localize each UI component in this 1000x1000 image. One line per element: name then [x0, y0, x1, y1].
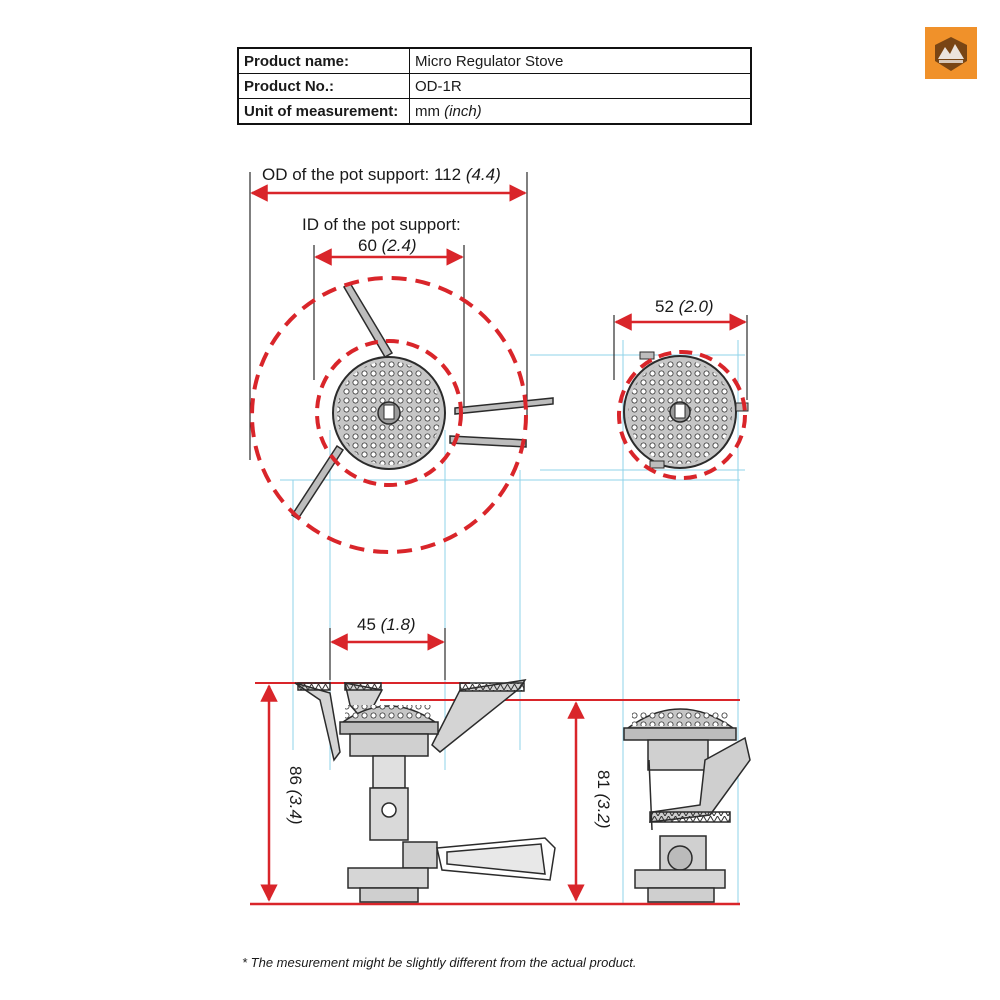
spec-value-text: Micro Regulator Stove: [415, 52, 564, 70]
front-elevation: [295, 680, 555, 902]
height-front-label: 86 (3.4): [286, 766, 305, 825]
spec-label: Unit of measurement:: [238, 99, 410, 125]
spec-value-unit: (inch): [444, 102, 482, 120]
spec-value-text: mm: [415, 102, 445, 120]
od-label: OD of the pot support: 112 (4.4): [262, 165, 501, 184]
spec-label: Product No.:: [238, 74, 410, 99]
top-view: [252, 278, 553, 552]
side-top-view: [619, 352, 748, 478]
height-side-label: 81 (3.2): [594, 770, 613, 829]
footnote: * The mesurement might be slightly different from the actual product.: [242, 955, 637, 970]
side-width-label: 52 (2.0): [655, 297, 714, 316]
spec-label: Product name:: [238, 48, 410, 74]
burner-width-label: 45 (1.8): [357, 615, 416, 634]
spec-value-text: OD-1R: [415, 77, 462, 95]
side-elevation: [624, 709, 750, 902]
id-label-line2: 60 (2.4): [358, 236, 417, 255]
id-label-line1: ID of the pot support:: [302, 215, 461, 234]
